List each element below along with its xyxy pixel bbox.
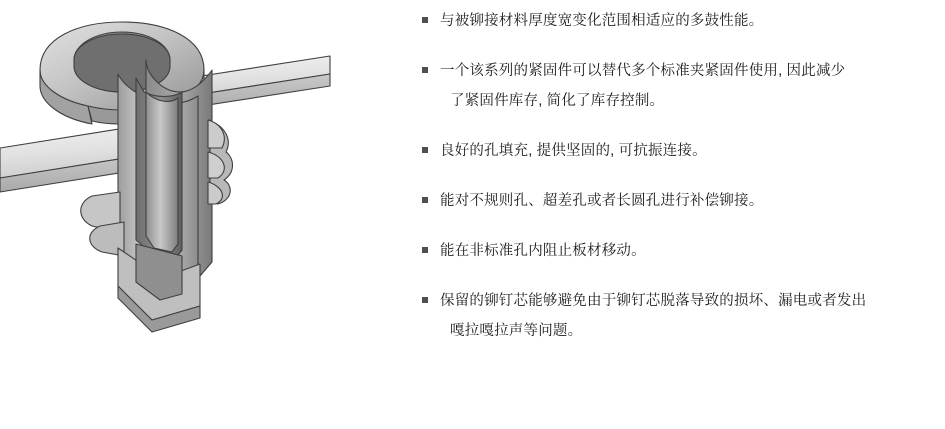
bullet-square-icon — [422, 247, 428, 253]
feature-text-line: 嘎拉嘎拉声等问题。 — [450, 323, 583, 339]
list-item — [420, 186, 935, 216]
feature-text-line: 一个该系列的紧固件可以替代多个标准夹紧固件使用, 因此减少 — [440, 63, 846, 79]
bullet-square-icon — [422, 147, 428, 153]
feature-list-column — [420, 0, 945, 429]
list-item — [420, 286, 935, 346]
feature-text-line: 保留的铆钉芯能够避免由于铆钉芯脱落导致的损坏、漏电或者发出 — [440, 293, 867, 309]
feature-text-line: 良好的孔填充, 提供坚固的, 可抗振连接。 — [440, 143, 707, 159]
feature-list — [420, 6, 935, 346]
bullet-square-icon — [422, 67, 428, 73]
list-item — [420, 136, 935, 166]
feature-text-line: 与被铆接材料厚度宽变化范围相适应的多鼓性能。 — [440, 13, 764, 29]
bullet-square-icon — [422, 297, 428, 303]
figure-column — [0, 0, 420, 429]
rivet-cross-section-illustration — [0, 0, 420, 340]
rivet-body-section — [118, 74, 198, 278]
rivet-lower-bulges — [81, 192, 124, 256]
list-item — [420, 6, 935, 36]
feature-text-line: 能对不规则孔、超差孔或者长圆孔进行补偿铆接。 — [440, 193, 764, 209]
bullet-square-icon — [422, 197, 428, 203]
feature-text-line: 能在非标准孔内阻止板材移动。 — [440, 243, 646, 259]
bullet-square-icon — [422, 17, 428, 23]
feature-text-line: 了紧固件库存, 简化了库存控制。 — [450, 93, 665, 109]
list-item — [420, 236, 935, 266]
list-item — [420, 56, 935, 116]
